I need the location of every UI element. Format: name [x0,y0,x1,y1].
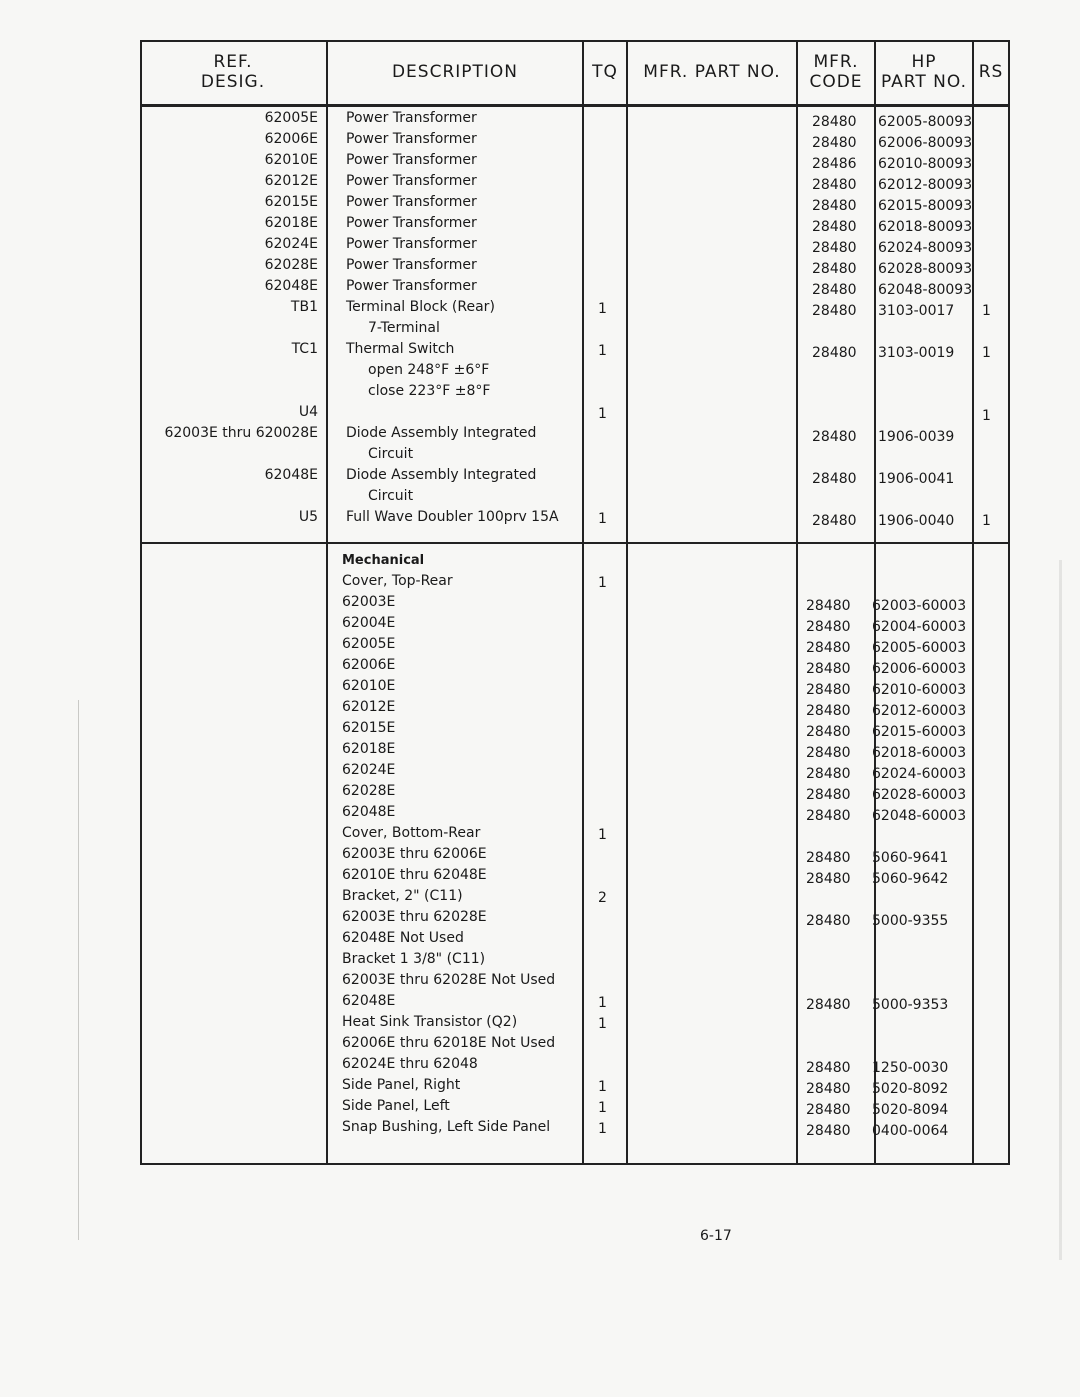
cell-desc: 62012E [342,699,396,715]
cell-code: 28480 [812,114,857,130]
cell-desc: 62010E thru 62048E [342,867,487,883]
cell-ref: 62012E [264,173,318,189]
column-border [1008,40,1010,1165]
cell-desc: Diode Assembly Integrated [346,467,537,483]
cell-hp: 62015-80093 [878,198,973,214]
cell-ref: 62005E [264,110,318,126]
header-mfr-part-no [628,40,796,104]
cell-desc: Side Panel, Left [342,1098,450,1114]
cell-code: 28480 [806,913,851,929]
cell-hp: 1906-0040 [878,513,955,529]
cell-desc: Power Transformer [346,173,477,189]
header-hp-line1: HP [911,52,937,72]
cell-desc: 7-Terminal [368,320,440,336]
cell-hp: 62015-60003 [872,724,967,740]
cell-code: 28480 [812,219,857,235]
cell-code: 28480 [806,871,851,887]
cell-desc: 62003E thru 62006E [342,846,487,862]
cell-hp: 62028-80093 [878,261,973,277]
cell-hp: 62005-60003 [872,640,967,656]
page-number: 6-17 [700,1228,732,1244]
cell-tq: 1 [598,343,607,359]
cell-ref: 62048E [264,278,318,294]
header-mfr-code-line1: MFR. [813,52,859,72]
cell-code: 28480 [812,198,857,214]
cell-tq: 1 [598,1121,607,1137]
cell-hp: 5020-8094 [872,1102,949,1118]
cell-desc: Snap Bushing, Left Side Panel [342,1119,551,1135]
header-mfr-code-line2: CODE [809,72,863,92]
header-hp-part-no [876,40,972,104]
cell-hp: 5060-9642 [872,871,949,887]
header-rs [974,40,1008,104]
column-border [582,40,584,1165]
cell-code: 28480 [812,513,857,529]
cell-ref: 62018E [264,215,318,231]
cell-code: 28480 [812,240,857,256]
cell-hp: 5000-9355 [872,913,949,929]
cell-desc: Power Transformer [346,194,477,210]
cell-hp: 62048-80093 [878,282,973,298]
cell-hp: 62024-60003 [872,766,967,782]
cell-desc: 62024E thru 62048 [342,1056,478,1072]
cell-desc: 62006E [342,657,396,673]
cell-desc: 62006E thru 62018E Not Used [342,1035,556,1051]
cell-desc: 62003E thru 62028E Not Used [342,972,556,988]
cell-hp: 62010-60003 [872,682,967,698]
cell-code: 28480 [812,303,857,319]
cell-code: 28480 [812,177,857,193]
cell-code: 28486 [812,156,857,172]
cell-desc: Terminal Block (Rear) [346,299,495,315]
cell-tq: 1 [598,995,607,1011]
header-hp-line2: PART NO. [881,72,967,92]
cell-rs: 1 [982,345,991,361]
cell-tq: 1 [598,511,607,527]
cell-hp: 62012-60003 [872,703,967,719]
cell-code: 28480 [812,471,857,487]
column-border [626,40,628,1165]
cell-ref: 62010E [264,152,318,168]
cell-desc: 62048E Not Used [342,930,464,946]
cell-code: 28480 [806,682,851,698]
cell-hp: 62018-80093 [878,219,973,235]
cell-desc: Circuit [368,488,414,504]
cell-ref: 62015E [264,194,318,210]
cell-hp: 0400-0064 [872,1123,949,1139]
cell-desc: 62048E [342,993,396,1009]
cell-hp: 62018-60003 [872,745,967,761]
cell-desc: close 223°F ±8°F [368,383,491,399]
cell-hp: 62004-60003 [872,619,967,635]
cell-code: 28480 [812,135,857,151]
header-description [328,40,582,104]
cell-rs: 1 [982,513,991,529]
cell-ref: U5 [298,509,318,525]
cell-ref: TC1 [291,341,318,357]
cell-desc: 62048E [342,804,396,820]
cell-code: 28480 [812,282,857,298]
cell-desc: 62018E [342,741,396,757]
cell-desc: Power Transformer [346,152,477,168]
cell-desc: 62003E [342,594,396,610]
cell-tq: 1 [598,301,607,317]
cell-ref: 62028E [264,257,318,273]
cell-code: 28480 [806,850,851,866]
header-mfr-code [798,40,874,104]
cell-desc: 62003E thru 62028E [342,909,487,925]
cell-hp: 62005-80093 [878,114,973,130]
cell-hp: 62006-80093 [878,135,973,151]
cell-tq: 1 [598,1016,607,1032]
cell-desc: Bracket 1 3/8" (C11) [342,951,486,967]
header-ref-line2: DESIG. [200,72,266,92]
cell-hp: 5060-9641 [872,850,949,866]
cell-code: 28480 [806,1060,851,1076]
cell-hp: 1906-0041 [878,471,955,487]
cell-code: 28480 [806,640,851,656]
cell-code: 28480 [806,598,851,614]
parts-table [140,40,1010,1165]
cell-code: 28480 [806,619,851,635]
cell-desc: Circuit [368,446,414,462]
cell-desc: Side Panel, Right [342,1077,461,1093]
cell-desc: Heat Sink Transistor (Q2) [342,1014,518,1030]
header-mfr-part-no-label: MFR. PART NO. [643,62,781,82]
cell-ref: 62048E [264,467,318,483]
cell-ref: TB1 [290,299,318,315]
table-bottom-border [140,1163,1010,1165]
cell-code: 28480 [812,261,857,277]
cell-hp: 62048-60003 [872,808,967,824]
cell-desc: Thermal Switch [346,341,455,357]
header-ref-line1: REF. [213,52,253,72]
cell-tq: 1 [598,406,607,422]
cell-desc: 62010E [342,678,396,694]
cell-desc: Mechanical [342,553,425,568]
cell-hp: 3103-0019 [878,345,955,361]
cell-desc: 62015E [342,720,396,736]
cell-desc: Power Transformer [346,278,477,294]
cell-code: 28480 [806,1123,851,1139]
header-divider [140,104,1010,107]
cell-desc: Power Transformer [346,131,477,147]
cell-code: 28480 [806,1081,851,1097]
cell-hp: 62010-80093 [878,156,973,172]
cell-desc: Cover, Bottom-Rear [342,825,481,841]
cell-desc: Full Wave Doubler 100prv 15A [346,509,559,525]
cell-ref: 62024E [264,236,318,252]
cell-code: 28480 [806,745,851,761]
header-rs-label: RS [978,62,1004,82]
cell-desc: Bracket, 2" (C11) [342,888,463,904]
header-description-label: DESCRIPTION [391,62,519,82]
cell-hp: 62006-60003 [872,661,967,677]
cell-ref: 62006E [264,131,318,147]
cell-desc: 62028E [342,783,396,799]
cell-desc: Cover, Top-Rear [342,573,453,589]
cell-rs: 1 [982,303,991,319]
scan-shadow [1059,560,1062,1260]
section-divider [140,542,1010,544]
cell-ref: U4 [298,404,318,420]
cell-code: 28480 [806,724,851,740]
cell-ref: 62003E thru 620028E [164,425,318,441]
cell-code: 28480 [806,808,851,824]
cell-desc: open 248°F ±6°F [368,362,490,378]
cell-hp: 62012-80093 [878,177,973,193]
header-ref-desig [140,40,326,104]
column-border [326,40,328,1165]
cell-hp: 62024-80093 [878,240,973,256]
header-tq [584,40,626,104]
cell-tq: 1 [598,575,607,591]
cell-hp: 3103-0017 [878,303,955,319]
cell-tq: 2 [598,890,607,906]
cell-code: 28480 [812,345,857,361]
cell-desc: 62004E [342,615,396,631]
cell-tq: 1 [598,1079,607,1095]
cell-desc: 62005E [342,636,396,652]
cell-tq: 1 [598,827,607,843]
header-tq-label: TQ [592,62,618,82]
cell-code: 28480 [806,787,851,803]
cell-hp: 1250-0030 [872,1060,949,1076]
cell-desc: Power Transformer [346,236,477,252]
cell-hp: 5020-8092 [872,1081,949,1097]
cell-desc: Diode Assembly Integrated [346,425,537,441]
cell-hp: 62003-60003 [872,598,967,614]
cell-rs: 1 [982,408,991,424]
cell-desc: Power Transformer [346,215,477,231]
cell-hp: 5000-9353 [872,997,949,1013]
cell-code: 28480 [806,661,851,677]
cell-desc: Power Transformer [346,110,477,126]
cell-code: 28480 [812,429,857,445]
parts-list-page [140,40,1010,1244]
cell-code: 28480 [806,703,851,719]
cell-hp: 1906-0039 [878,429,955,445]
cell-hp: 62028-60003 [872,787,967,803]
cell-code: 28480 [806,1102,851,1118]
scan-artifact-line [78,700,79,1240]
cell-desc: Power Transformer [346,257,477,273]
cell-desc: 62024E [342,762,396,778]
cell-code: 28480 [806,766,851,782]
cell-tq: 1 [598,1100,607,1116]
column-border [796,40,798,1165]
cell-code: 28480 [806,997,851,1013]
